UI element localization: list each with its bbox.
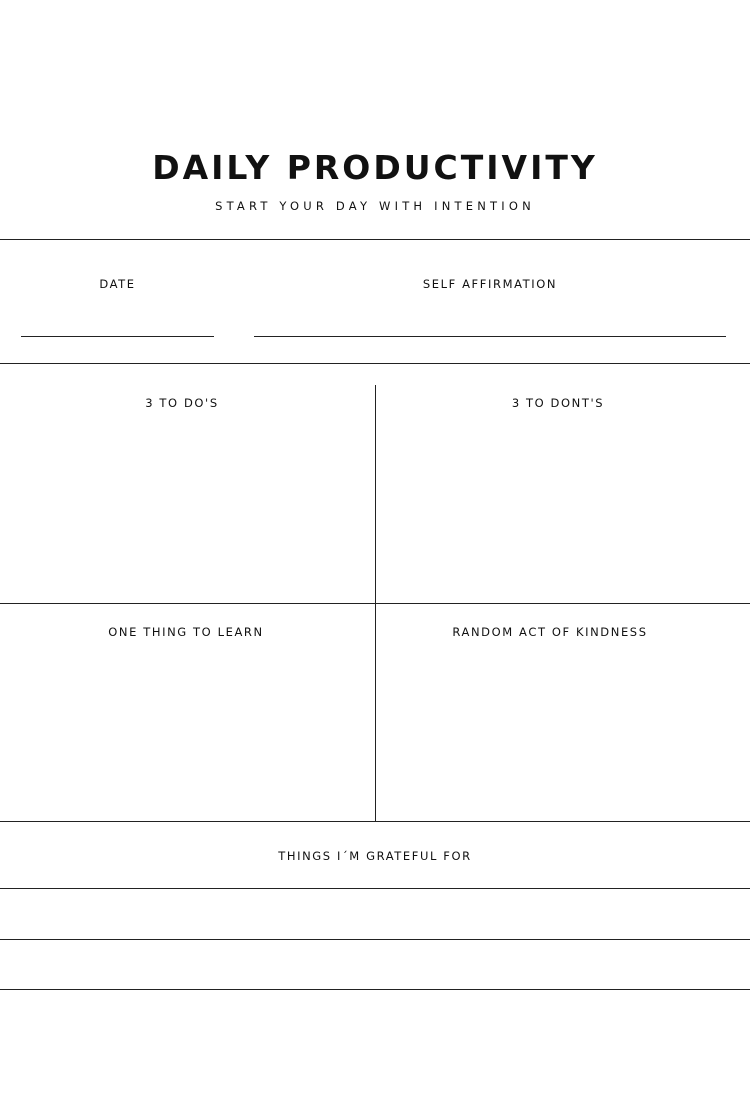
grateful-label: THINGS I´M GRATEFUL FOR xyxy=(278,849,472,863)
grateful-divider xyxy=(0,821,750,822)
grateful-line-2[interactable] xyxy=(0,939,750,940)
page-subtitle: START YOUR DAY WITH INTENTION xyxy=(215,199,535,213)
donts-area[interactable] xyxy=(377,420,750,602)
self-affirmation-label: SELF AFFIRMATION xyxy=(422,277,558,291)
self-affirmation-field[interactable] xyxy=(254,336,726,337)
header-divider xyxy=(0,239,750,240)
date-label: DATE xyxy=(99,277,136,291)
date-field[interactable] xyxy=(21,336,214,337)
learn-area[interactable] xyxy=(0,648,374,820)
grateful-line-3[interactable] xyxy=(0,989,750,990)
fields-divider xyxy=(0,363,750,364)
kindness-label: RANDOM ACT OF KINDNESS xyxy=(452,625,648,639)
page-title: DAILY PRODUCTIVITY xyxy=(152,148,598,187)
middle-divider xyxy=(0,603,750,604)
donts-label: 3 TO DONT'S xyxy=(511,396,605,410)
kindness-area[interactable] xyxy=(377,648,750,820)
grateful-line-1[interactable] xyxy=(0,888,750,889)
learn-label: ONE THING TO LEARN xyxy=(108,625,264,639)
todos-label: 3 TO DO'S xyxy=(145,396,219,410)
todos-area[interactable] xyxy=(0,420,374,602)
